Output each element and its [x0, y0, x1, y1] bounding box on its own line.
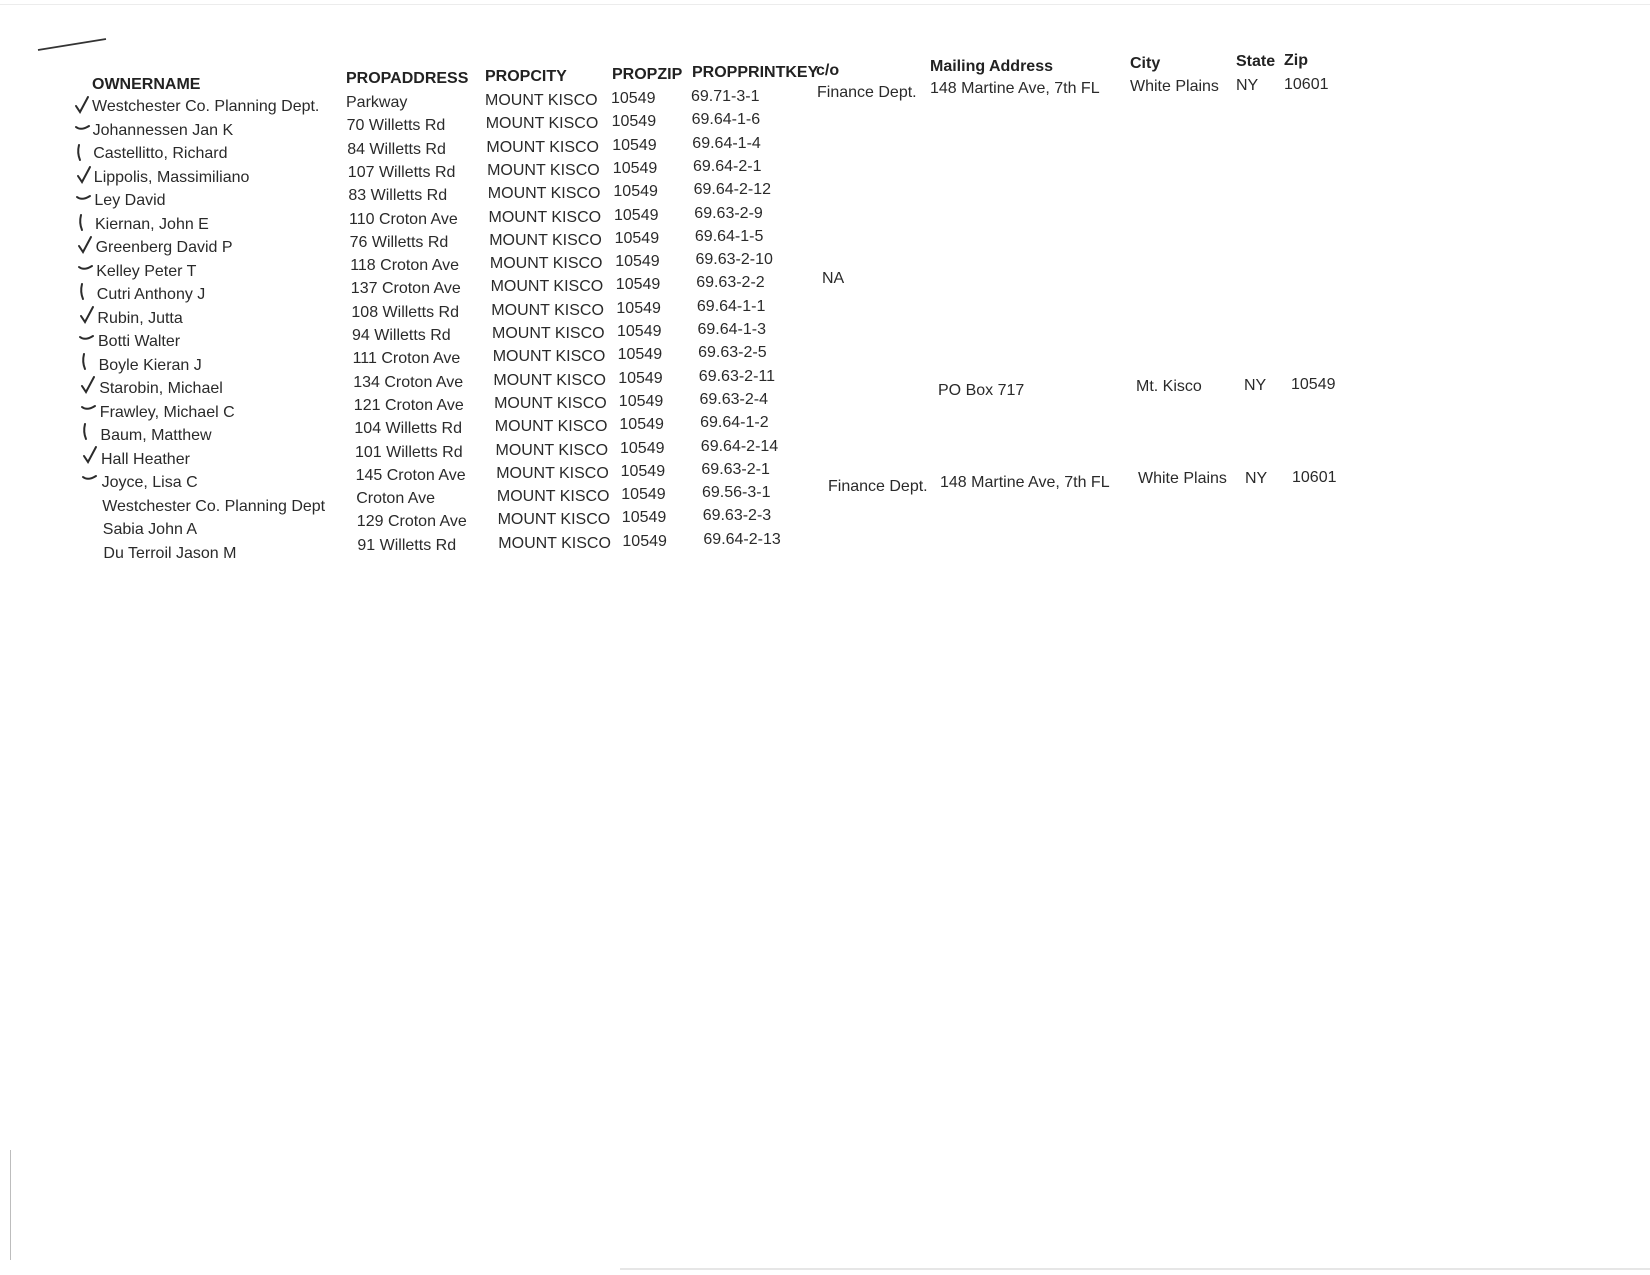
- cell-address: 104 Willetts Rd: [354, 420, 462, 438]
- cell-address: 76 Willetts Rd: [349, 233, 449, 251]
- cell-owner: Ley David: [94, 192, 166, 210]
- header-propzip: PROPZIP: [612, 66, 683, 83]
- cell-city: MOUNT KISCO: [498, 534, 611, 552]
- check-mark-icon: [73, 141, 93, 163]
- mailing-state: NY: [1236, 77, 1259, 94]
- cell-owner: Du Terroil Jason M: [103, 544, 237, 562]
- cell-city: MOUNT KISCO: [491, 301, 604, 319]
- cell-address: 84 Willetts Rd: [347, 140, 446, 158]
- cell-address: Croton Ave: [356, 490, 436, 508]
- cell-zip: 10549: [621, 509, 667, 527]
- cell-zip: 10549: [618, 369, 663, 387]
- cell-zip: 10549: [611, 113, 657, 131]
- cell-city: MOUNT KISCO: [490, 278, 604, 296]
- mailing-city: White Plains: [1130, 78, 1219, 95]
- cell-address: 107 Willetts Rd: [347, 163, 456, 181]
- cell-address: 70 Willetts Rd: [346, 117, 446, 135]
- cell-key: 69.64-1-3: [697, 321, 766, 338]
- cell-address: 108 Willetts Rd: [351, 303, 459, 321]
- cell-city: MOUNT KISCO: [487, 185, 601, 203]
- check-mark-icon: [77, 304, 97, 326]
- header-propaddress: PROPADDRESS: [346, 70, 469, 87]
- scan-edge-left: [10, 1150, 11, 1260]
- check-mark-icon: [75, 234, 95, 256]
- cell-owner: Cutri Anthony J: [96, 286, 206, 304]
- cell-city: MOUNT KISCO: [485, 115, 599, 133]
- cell-zip: 10549: [611, 90, 656, 107]
- check-mark-icon: [75, 211, 95, 233]
- mailing-address: 148 Martine Ave, 7th FL: [940, 474, 1110, 491]
- cell-zip: 10549: [615, 276, 661, 294]
- cell-owner: Castellitto, Richard: [93, 145, 228, 162]
- mailing-co: Finance Dept.: [828, 478, 928, 495]
- cell-key: 69.63-2-10: [695, 251, 773, 269]
- cell-owner: Kiernan, John E: [95, 215, 209, 233]
- header-propcity: PROPCITY: [485, 68, 567, 85]
- mailing-city: White Plains: [1138, 470, 1227, 487]
- cell-key: 69.64-2-13: [703, 530, 781, 548]
- cell-city: MOUNT KISCO: [492, 325, 605, 342]
- cell-city: MOUNT KISCO: [489, 255, 603, 273]
- cell-key: 69.63-2-9: [694, 204, 763, 222]
- cell-zip: 10549: [615, 253, 660, 271]
- cell-address: 101 Willetts Rd: [355, 443, 463, 461]
- cell-address: 145 Croton Ave: [355, 466, 466, 484]
- mailing-zip: 10601: [1292, 469, 1337, 486]
- cell-address: 134 Croton Ave: [353, 373, 464, 391]
- cell-owner: Sabia John A: [102, 521, 198, 539]
- check-mark-icon: [78, 374, 98, 396]
- cell-zip: 10549: [614, 206, 659, 224]
- cell-address: Parkway: [346, 94, 408, 111]
- cell-address: 129 Croton Ave: [356, 513, 467, 531]
- cell-owner: Westchester Co. Planning Dept: [102, 497, 326, 515]
- mailing-zip: 10549: [1291, 376, 1336, 393]
- cell-zip: 10549: [614, 229, 660, 247]
- header-ownername: OWNERNAME: [92, 76, 201, 93]
- header-city: City: [1130, 55, 1161, 72]
- cell-address: 91 Willetts Rd: [357, 536, 457, 554]
- cell-address: 83 Willetts Rd: [348, 187, 448, 205]
- cell-owner: Frawley, Michael C: [99, 403, 235, 421]
- cell-owner: Joyce, Lisa C: [101, 474, 198, 492]
- check-mark-icon: [76, 257, 96, 279]
- cell-key: 69.63-2-2: [696, 274, 765, 292]
- cell-address: 94 Willetts Rd: [352, 327, 451, 344]
- cell-address: 121 Croton Ave: [353, 396, 464, 414]
- cell-owner: Boyle Kieran J: [98, 356, 202, 374]
- cell-key: 69.63-2-11: [698, 367, 775, 385]
- cell-zip: 10549: [617, 346, 663, 364]
- scan-edge-top: [0, 4, 1650, 5]
- cell-key: 69.64-2-12: [693, 181, 771, 199]
- cell-city: MOUNT KISCO: [496, 464, 609, 482]
- cell-city: MOUNT KISCO: [489, 231, 602, 249]
- cell-zip: 10549: [621, 486, 666, 504]
- cell-key: 69.56-3-1: [702, 484, 771, 502]
- mailing-address: 148 Martine Ave, 7th FL: [930, 80, 1100, 97]
- mailing-co: Finance Dept.: [817, 84, 917, 101]
- cell-key: 69.64-2-14: [700, 437, 779, 455]
- cell-zip: 10549: [617, 323, 662, 340]
- mailing-state: NY: [1245, 470, 1268, 487]
- check-mark-icon: [78, 350, 98, 372]
- cell-address: 118 Croton Ave: [350, 257, 460, 275]
- cell-zip: 10549: [619, 416, 664, 434]
- check-mark-icon: [77, 327, 97, 349]
- cell-city: MOUNT KISCO: [493, 371, 606, 389]
- cell-zip: 10549: [612, 136, 657, 154]
- cell-owner: Kelley Peter T: [96, 262, 197, 280]
- cell-owner: Johannessen Jan K: [92, 121, 234, 139]
- mailing-co: NA: [822, 270, 845, 287]
- cell-zip: 10549: [612, 159, 658, 177]
- cell-owner: Botti Walter: [98, 333, 181, 351]
- header-co: c/o: [816, 62, 840, 79]
- cell-key: 69.64-1-5: [694, 227, 764, 245]
- cell-city: MOUNT KISCO: [494, 394, 607, 412]
- pen-stroke-icon: [36, 36, 116, 56]
- mailing-city: Mt. Kisco: [1136, 378, 1202, 395]
- cell-key: 69.63-2-3: [702, 507, 772, 525]
- header-state: State: [1236, 53, 1276, 70]
- header-zip: Zip: [1284, 52, 1308, 69]
- check-mark-icon: [74, 164, 94, 186]
- cell-key: 69.64-1-6: [691, 111, 761, 129]
- cell-key: 69.64-1-2: [700, 414, 769, 432]
- mailing-zip: 10601: [1284, 76, 1329, 93]
- cell-city: MOUNT KISCO: [497, 511, 611, 529]
- header-propprintkey: PROPPRINTKEY: [692, 64, 819, 81]
- cell-city: MOUNT KISCO: [496, 488, 610, 506]
- cell-owner: Rubin, Jutta: [97, 309, 183, 327]
- cell-owner: Starobin, Michael: [99, 380, 223, 398]
- check-mark-icon: [74, 187, 94, 209]
- cell-owner: Hall Heather: [101, 450, 190, 468]
- cell-key: 69.63-2-4: [699, 390, 768, 408]
- cell-city: MOUNT KISCO: [488, 208, 602, 226]
- cell-zip: 10549: [620, 462, 666, 480]
- cell-zip: 10549: [622, 532, 667, 550]
- scan-edge-bottom: [620, 1268, 1650, 1270]
- cell-key: 69.63-2-5: [698, 344, 767, 362]
- cell-city: MOUNT KISCO: [487, 161, 600, 179]
- cell-address: 110 Croton Ave: [349, 210, 458, 228]
- check-mark-icon: [79, 420, 99, 442]
- cell-key: 69.71-3-1: [691, 88, 760, 105]
- cell-key: 69.64-1-1: [696, 297, 766, 315]
- cell-city: MOUNT KISCO: [494, 418, 608, 436]
- cell-city: MOUNT KISCO: [485, 92, 598, 109]
- cell-city: MOUNT KISCO: [492, 348, 606, 366]
- cell-zip: 10549: [618, 392, 664, 410]
- check-mark-icon: [80, 467, 100, 489]
- cell-city: MOUNT KISCO: [495, 441, 609, 459]
- mailing-state: NY: [1244, 377, 1267, 394]
- cell-zip: 10549: [613, 183, 658, 201]
- check-mark-icon: [80, 444, 100, 466]
- cell-owner: Lippolis, Massimiliano: [93, 168, 250, 186]
- check-mark-icon: [73, 117, 93, 139]
- cell-owner: Westchester Co. Planning Dept.: [92, 98, 320, 115]
- cell-key: 69.63-2-1: [701, 460, 770, 478]
- check-mark-icon: [76, 280, 96, 302]
- cell-zip: 10549: [616, 299, 661, 317]
- cell-zip: 10549: [620, 439, 665, 457]
- cell-address: 137 Croton Ave: [350, 280, 461, 298]
- cell-key: 69.64-1-4: [692, 134, 761, 152]
- cell-owner: Baum, Matthew: [100, 427, 212, 445]
- cell-key: 69.64-2-1: [693, 157, 762, 175]
- cell-owner: Greenberg David P: [95, 239, 233, 257]
- check-mark-icon: [79, 397, 99, 419]
- cell-city: MOUNT KISCO: [486, 138, 599, 156]
- cell-address: 111 Croton Ave: [352, 350, 461, 368]
- mailing-address: PO Box 717: [938, 382, 1025, 399]
- header-mailing-address: Mailing Address: [930, 58, 1053, 75]
- check-mark-icon: [72, 94, 92, 116]
